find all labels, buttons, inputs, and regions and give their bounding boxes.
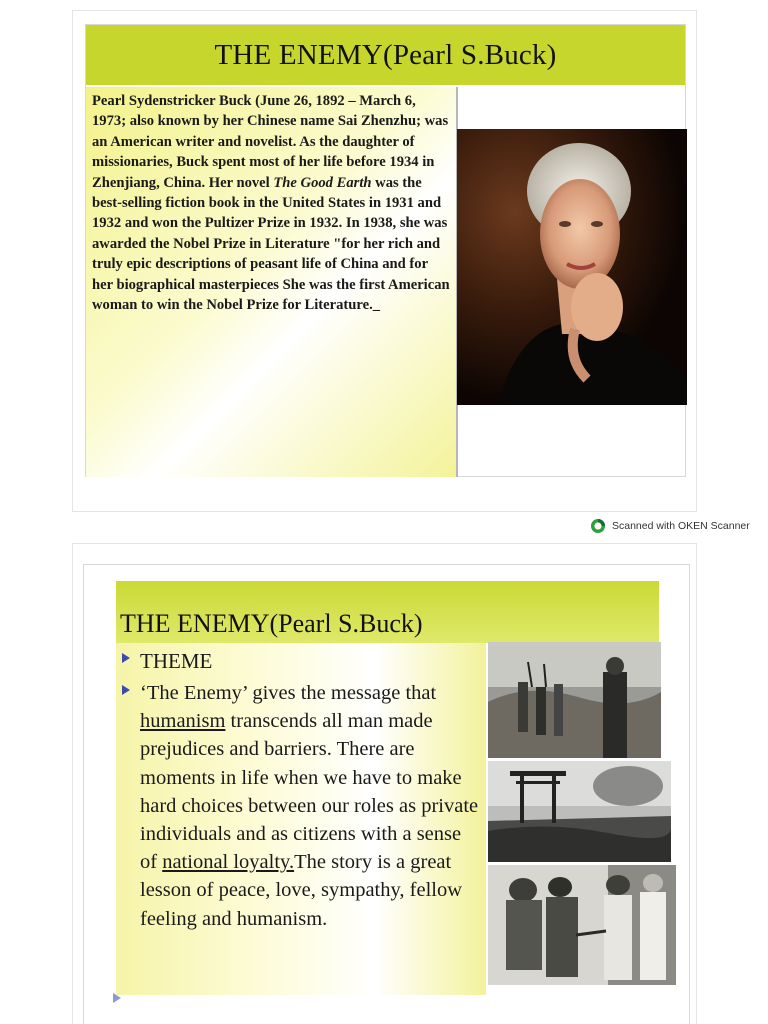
- bullet-arrow-icon: [122, 685, 130, 695]
- slide-1-title: THE ENEMY(Pearl S.Buck): [214, 38, 557, 71]
- ruins-torii-photo: [488, 761, 671, 862]
- book-title-good-earth: The Good Earth: [273, 174, 372, 191]
- scanned-page-2: [72, 543, 697, 1024]
- underlined-humanism: humanism: [140, 710, 226, 733]
- soldiers-photo: [488, 642, 661, 758]
- biography-box: [86, 87, 458, 477]
- underlined-national-loyalty: national loyalty.: [162, 851, 295, 874]
- bullet-arrow-icon: [122, 653, 130, 663]
- oken-scanner-logo-icon: [590, 518, 606, 534]
- bullet-message-text-a: ‘The Enemy’ gives the message that: [140, 682, 437, 704]
- bullet-message-text-b: transcends all man made prejudices and barriers. There are moments in life when we have to make hard choices between our roles as private individuals and as citizens with a sense of: [140, 710, 479, 874]
- scanner-watermark: [590, 517, 750, 535]
- scanner-label: Scanned with OKEN Scanner: [612, 520, 750, 532]
- soldiers-civilians-photo: [488, 865, 676, 985]
- bullet-message: [120, 679, 482, 933]
- slide-1: [85, 24, 686, 477]
- scanned-page-1: [72, 10, 697, 512]
- slide-2: [83, 564, 690, 1024]
- biography-text-part1: Pearl Sydenstricker Buck (June 26, 1892 – March 6, 1973; also known by her Chinese name Sai Zhenzhu; was an American writer and novelist. As the daughter of missionaries, Buck spent most of her life before 1934 in Zhenjiang, China. Her novel: [92, 93, 449, 191]
- biography-text-part2: was the best-selling fiction book in the United States in 1931 and 1932 and won the Pultizer Prize in 1932. In 1938, she was awarded the Nobel Prize in Literature "for her rich and truly epic descriptions of peasant life of China and for her biographical masterpieces She was the first American woman to win the Nobel Prize for Literature._: [92, 174, 450, 314]
- biography-text: [92, 91, 452, 315]
- bullet-message-text-c: The story is a great lesson of peace, love, sympathy, fellow feeling and humanism.: [140, 851, 463, 930]
- bullet-theme-text: THEME: [140, 649, 213, 673]
- slide-2-title: THE ENEMY(Pearl S.Buck): [120, 609, 423, 638]
- slide-corner-arrow-icon: [113, 993, 121, 1003]
- theme-bullet-list: [120, 647, 482, 933]
- bullet-theme: [120, 647, 482, 675]
- portrait-photo: [457, 129, 687, 405]
- slide-1-title-bar: [86, 25, 685, 85]
